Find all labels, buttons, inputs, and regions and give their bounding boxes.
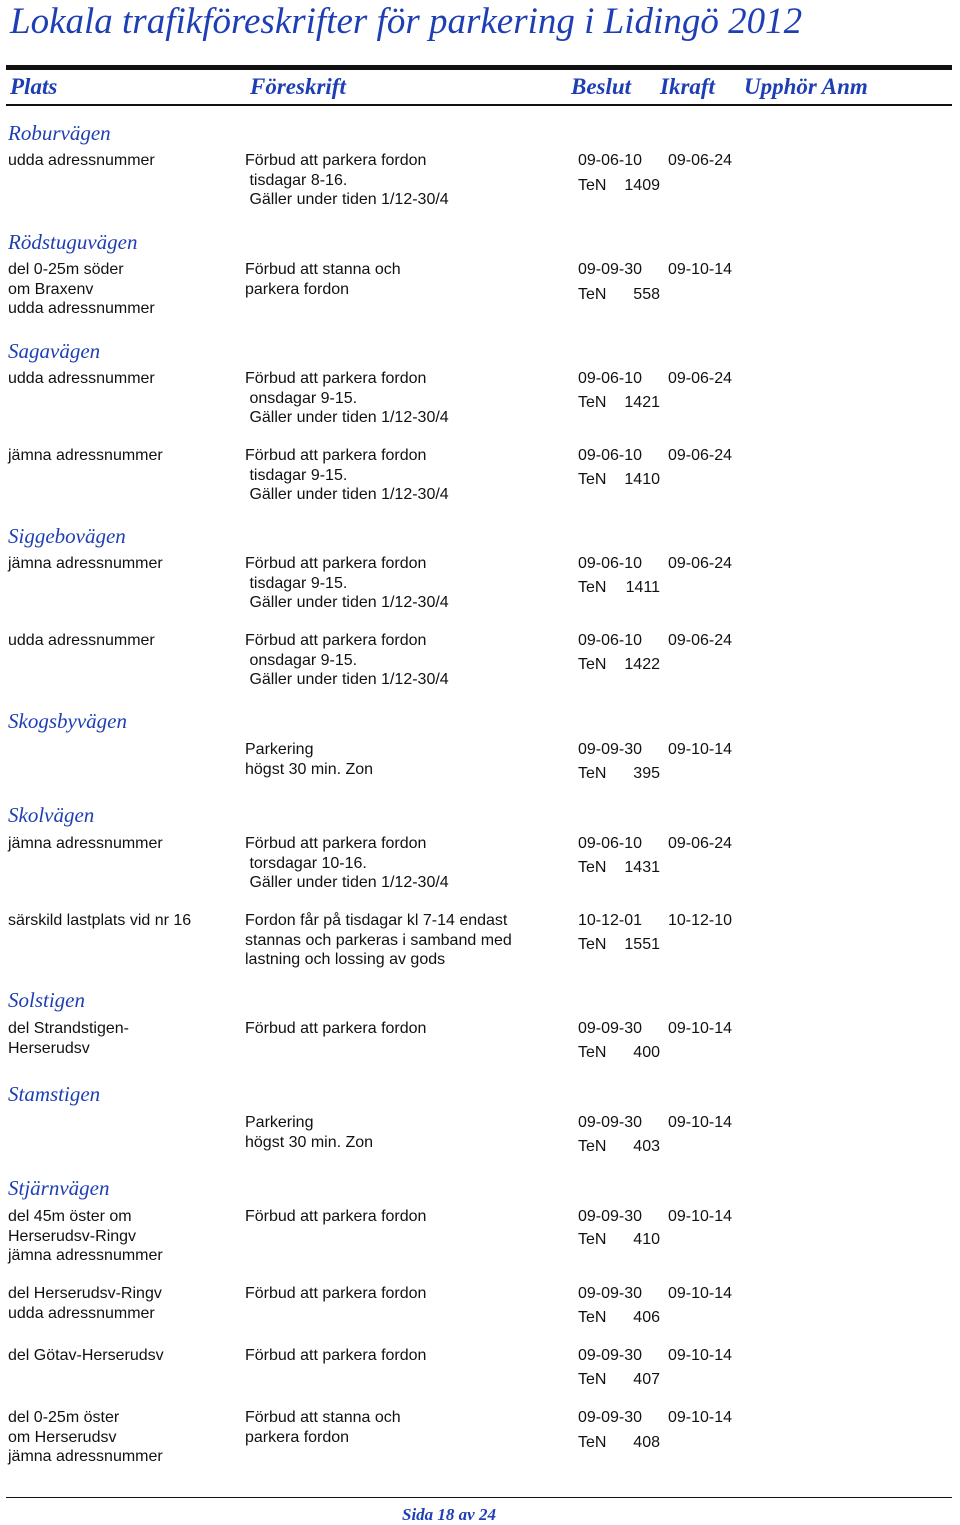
entry-decision-date: 09-09-30 — [578, 261, 643, 278]
entry-effective-date: 09-06-24 — [668, 370, 733, 387]
entry-decision-date: 09-06-10 — [578, 370, 643, 387]
entry-effective-date: 09-06-24 — [668, 555, 733, 572]
entry-ten-number: 403 — [633, 1138, 660, 1155]
entry-ten-label: TeN — [578, 936, 607, 953]
entry-regulation: Förbud att parkera fordon — [245, 1285, 427, 1302]
entry-ten-number: 1551 — [624, 936, 660, 953]
entry-location: del 45m öster om Herserudsv-Ringv jämna adressnummer — [8, 1208, 163, 1264]
entry-ten-label: TeN — [578, 656, 607, 673]
street-heading: Skolvägen — [8, 803, 95, 827]
entry-regulation: Förbud att stanna och parkera fordon — [245, 261, 401, 298]
entry-decision-date: 09-06-10 — [578, 152, 643, 169]
entry-decision-date: 09-09-30 — [578, 1347, 643, 1364]
entry-ten-label: TeN — [578, 1434, 607, 1451]
street-heading: Siggebovägen — [8, 524, 126, 548]
entry-regulation: Förbud att parkera fordon onsdagar 9-15. Gäller under tiden 1/12-30/4 — [245, 370, 449, 426]
entry-ten-number: 1410 — [624, 471, 660, 488]
entry-effective-date: 09-06-24 — [668, 152, 733, 169]
entry-decision-date: 09-06-10 — [578, 555, 643, 572]
entry-location: jämna adressnummer — [8, 555, 163, 572]
entry-decision-date: 09-09-30 — [578, 1285, 643, 1302]
entry-effective-date: 10-12-10 — [668, 912, 733, 929]
entry-regulation: Förbud att parkera fordon onsdagar 9-15. Gäller under tiden 1/12-30/4 — [245, 632, 449, 688]
entry-regulation: Fordon får på tisdagar kl 7-14 endast stannas och parkeras i samband med lastning och lossing av gods — [245, 912, 512, 968]
entry-effective-date: 09-06-24 — [668, 447, 733, 464]
street-heading: Sagavägen — [8, 339, 101, 363]
header-ikraft: Ikraft — [660, 74, 715, 99]
entry-ten-label: TeN — [578, 177, 607, 194]
entry-ten-label: TeN — [578, 765, 607, 782]
entry-location: udda adressnummer — [8, 632, 155, 649]
entry-effective-date: 09-10-14 — [668, 1347, 733, 1364]
entry-effective-date: 09-10-14 — [668, 1208, 733, 1225]
entry-regulation: Förbud att stanna och parkera fordon — [245, 1409, 401, 1446]
entry-effective-date: 09-10-14 — [668, 1114, 733, 1131]
entry-ten-number: 1431 — [624, 859, 660, 876]
entry-ten-label: TeN — [578, 1138, 607, 1155]
header-divider — [6, 104, 952, 106]
entry-ten-number: 1409 — [624, 177, 660, 194]
entry-location: jämna adressnummer — [8, 447, 163, 464]
entry-regulation: Förbud att parkera fordon torsdagar 10-16. Gäller under tiden 1/12-30/4 — [245, 835, 449, 891]
entry-regulation: Förbud att parkera fordon tisdagar 9-15. Gäller under tiden 1/12-30/4 — [245, 555, 449, 611]
entry-ten-number: 1411 — [625, 579, 660, 596]
entry-decision-date: 09-09-30 — [578, 1114, 643, 1131]
entry-regulation: Förbud att parkera fordon — [245, 1208, 427, 1225]
footer-divider — [6, 1497, 952, 1498]
entry-regulation: Parkering högst 30 min. Zon — [245, 741, 374, 778]
entry-location: jämna adressnummer — [8, 835, 163, 852]
header-foreskrift: Föreskrift — [250, 74, 346, 99]
entry-ten-label: TeN — [578, 579, 607, 596]
entry-ten-label: TeN — [578, 471, 607, 488]
page-number: Sida 18 av 24 — [402, 1505, 496, 1524]
entry-effective-date: 09-10-14 — [668, 1409, 733, 1426]
column-header-row — [0, 70, 960, 104]
entry-regulation: Förbud att parkera fordon tisdagar 8-16. Gäller under tiden 1/12-30/4 — [245, 152, 449, 208]
entry-ten-number: 406 — [633, 1309, 660, 1326]
entry-decision-date: 09-09-30 — [578, 1020, 643, 1037]
entry-decision-date: 09-09-30 — [578, 1409, 643, 1426]
entry-effective-date: 09-10-14 — [668, 1285, 733, 1302]
entry-ten-label: TeN — [578, 1371, 607, 1388]
entry-decision-date: 09-06-10 — [578, 835, 643, 852]
entry-ten-label: TeN — [578, 1309, 607, 1326]
entry-location: del 0-25m söder om Braxenv udda adressnummer — [8, 261, 155, 317]
entry-ten-label: TeN — [578, 859, 607, 876]
entry-location: udda adressnummer — [8, 152, 155, 169]
entry-location: del 0-25m öster om Herserudsv jämna adressnummer — [8, 1409, 163, 1465]
entry-location: del Strandstigen- Herserudsv — [8, 1020, 129, 1057]
entry-decision-date: 09-06-10 — [578, 447, 643, 464]
entry-regulation: Förbud att parkera fordon — [245, 1020, 427, 1037]
entry-ten-number: 407 — [633, 1371, 660, 1388]
entry-effective-date: 09-06-24 — [668, 632, 733, 649]
header-upphor-anm: Upphör Anm — [744, 74, 868, 99]
entry-ten-number: 395 — [633, 765, 660, 782]
entry-decision-date: 09-06-10 — [578, 632, 643, 649]
entry-ten-number: 400 — [633, 1044, 660, 1061]
entry-ten-number: 408 — [633, 1434, 660, 1451]
header-plats: Plats — [10, 74, 58, 99]
street-heading: Stjärnvägen — [8, 1176, 110, 1200]
street-heading: Roburvägen — [8, 121, 111, 145]
street-heading: Rödstuguvägen — [8, 230, 138, 254]
entry-decision-date: 10-12-01 — [578, 912, 643, 929]
entry-location: udda adressnummer — [8, 370, 155, 387]
header-beslut: Beslut — [571, 74, 632, 99]
street-heading: Solstigen — [8, 988, 85, 1012]
entry-effective-date: 09-10-14 — [668, 741, 733, 758]
entry-ten-label: TeN — [578, 1231, 607, 1248]
entry-effective-date: 09-10-14 — [668, 261, 733, 278]
entry-ten-label: TeN — [578, 286, 607, 303]
entry-ten-label: TeN — [578, 1044, 607, 1061]
entry-decision-date: 09-09-30 — [578, 741, 643, 758]
page-title: Lokala trafikföreskrifter för parkering i Lidingö 2012 — [10, 1, 803, 42]
street-heading: Stamstigen — [8, 1082, 101, 1106]
entry-ten-number: 410 — [633, 1231, 660, 1248]
entry-location: särskild lastplats vid nr 16 — [8, 912, 192, 929]
street-heading: Skogsbyvägen — [8, 709, 127, 733]
entry-regulation: Förbud att parkera fordon — [245, 1347, 427, 1364]
entry-decision-date: 09-09-30 — [578, 1208, 643, 1225]
entry-regulation: Förbud att parkera fordon tisdagar 9-15. Gäller under tiden 1/12-30/4 — [245, 447, 449, 503]
entry-ten-label: TeN — [578, 394, 607, 411]
entry-location: del Herserudsv-Ringv udda adressnummer — [8, 1285, 162, 1322]
entry-ten-number: 1421 — [624, 394, 660, 411]
entry-effective-date: 09-10-14 — [668, 1020, 733, 1037]
entry-ten-number: 1422 — [624, 656, 660, 673]
entry-regulation: Parkering högst 30 min. Zon — [245, 1114, 374, 1151]
entry-location: del Götav-Herserudsv — [8, 1347, 164, 1364]
entry-ten-number: 558 — [633, 286, 660, 303]
entry-effective-date: 09-06-24 — [668, 835, 733, 852]
